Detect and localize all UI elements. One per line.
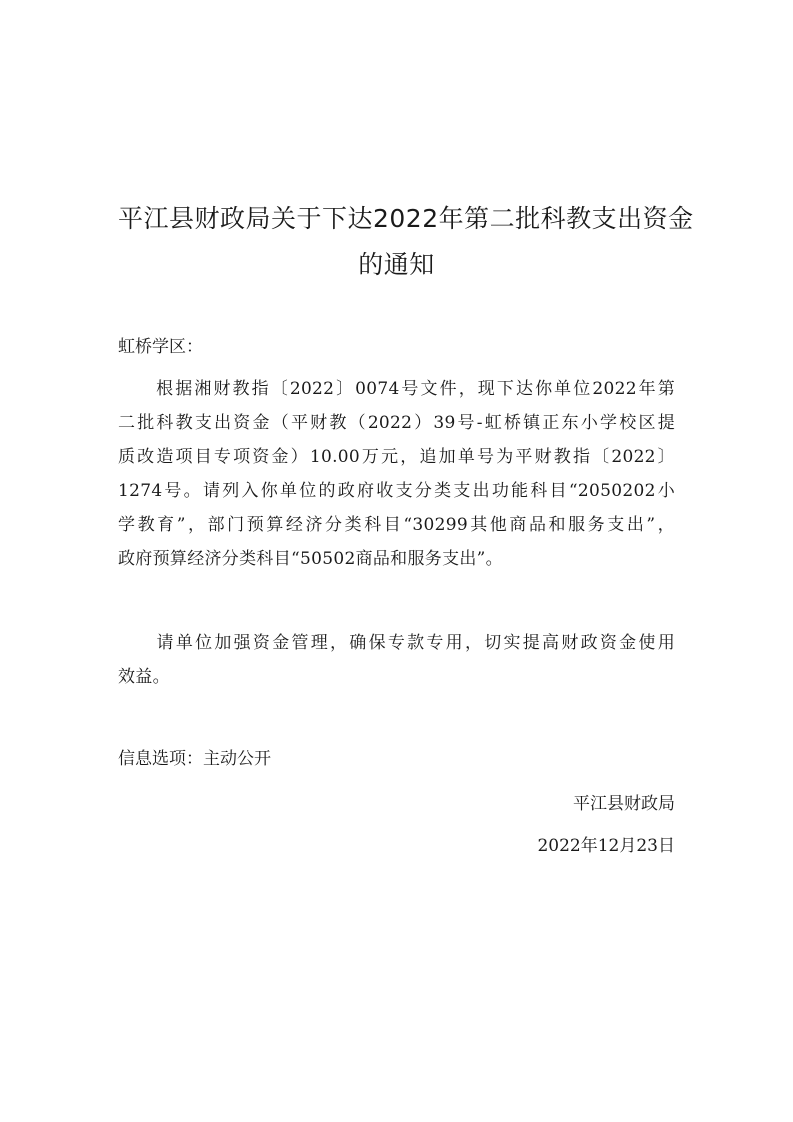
paragraph-line: 学教育”，部门预算经济分类科目“30299其他商品和服务支出”， bbox=[118, 515, 675, 535]
paragraph-line: 政府预算经济分类科目“50502商品和服务支出”。 bbox=[118, 549, 503, 569]
disclosure-option: 信息选项：主动公开 bbox=[118, 749, 271, 769]
paragraph-line: 1274号。请列入你单位的政府收支分类支出功能科目“2050202小 bbox=[118, 481, 675, 501]
title-line: 平江县财政局关于下达2022年第二批科教支出资金 bbox=[118, 204, 694, 233]
paragraph-line: 请单位加强资金管理，确保专款专用，切实提高财政资金使用 bbox=[118, 633, 675, 653]
body-paragraph-management bbox=[118, 626, 675, 694]
paragraph-line: 二批科教支出资金（平财教（2022）39号-虹桥镇正东小学校区提 bbox=[118, 413, 675, 433]
paragraph-line: 效益。 bbox=[118, 667, 170, 687]
paragraph-line: 根据湘财教指〔2022〕0074号文件，现下达你单位2022年第 bbox=[118, 379, 675, 399]
issue-date: 2022年12月23日 bbox=[537, 836, 675, 856]
body-paragraph-allocation bbox=[118, 372, 675, 576]
salutation: 虹桥学区： bbox=[118, 337, 203, 357]
title-line: 的通知 bbox=[358, 250, 435, 279]
paragraph-line: 质改造项目专项资金）10.00万元，追加单号为平财教指〔2022〕 bbox=[118, 447, 675, 467]
issuing-authority: 平江县财政局 bbox=[573, 794, 675, 814]
document-title bbox=[118, 196, 694, 288]
